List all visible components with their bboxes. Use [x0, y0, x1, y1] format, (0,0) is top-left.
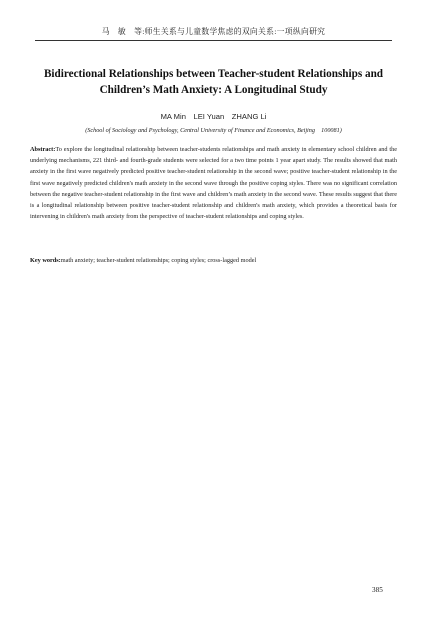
abstract [30, 144, 397, 222]
header-rule [35, 40, 392, 41]
abstract-text: To explore the longitudinal relationship between teacher-students relationships and math anxiety in elementary school children and the underlying mechanisms, 221 third- and fourth-grade students were selected for a two time points 1 year apart study. The results showed that math anxiety in the first wave negatively predicted positive teacher-student relationship in the second wave; positive teacher-student relationship in the first wave negatively predicted children's math anxiety in the second wave through the positive coping styles. There was no significant correlation between the negative teacher-student relationship in the first wave and children’s math anxiety in the second wave. These results suggest that there is a longitudinal relationship between positive teacher-student relationship and children's math anxiety, which provides a theoretical basis for intervening in children's math anxiety from the perspective of teacher-student relationships and coping styles. [30, 146, 397, 221]
keywords-label: Key words: [30, 257, 61, 264]
abstract-label: Abstract: [30, 146, 56, 153]
keywords-text: math anxiety; teacher-student relationships; coping styles; cross-lagged model [60, 257, 257, 264]
author-list: MA Min LEI Yuan ZHANG Li [160, 112, 267, 121]
running-head: 马 敏 等:师生关系与儿童数学焦虑的双向关系:一项纵向研究 [101, 27, 326, 36]
article-title: Bidirectional Relationships between Teacher-student Relationships and Children’s Math Anxiety: A Longitudinal Study [43, 68, 384, 96]
page-number: 385 [372, 586, 383, 594]
author-affiliation: (School of Sociology and Psychology, Central University of Finance and Economics, Beijing 100081) [85, 127, 342, 134]
keywords [30, 255, 397, 266]
